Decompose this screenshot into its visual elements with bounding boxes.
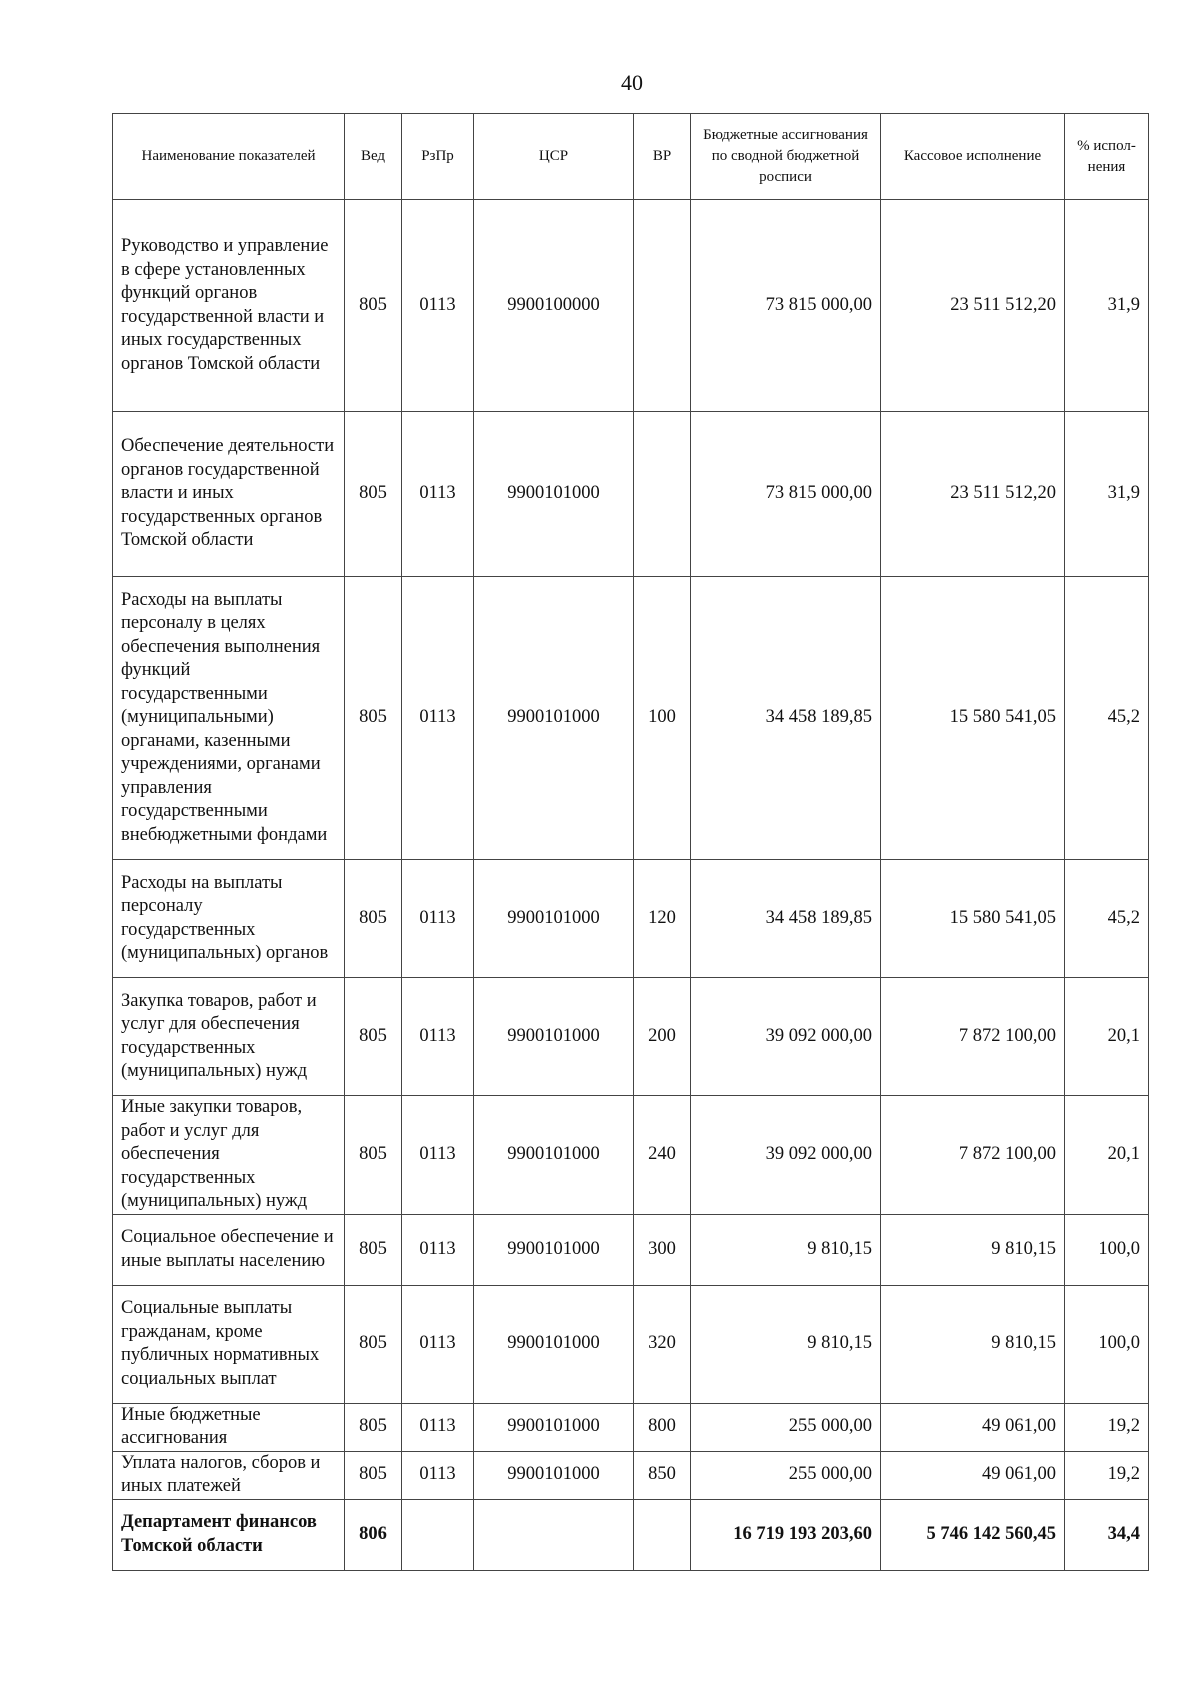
cell-csr: 9900101000 xyxy=(474,1096,634,1215)
cell-ved: 805 xyxy=(345,860,402,978)
cell-cash-execution: 23 511 512,20 xyxy=(881,412,1065,577)
table-row xyxy=(113,1285,1149,1403)
cell-csr xyxy=(474,1499,634,1570)
cell-assignments: 9 810,15 xyxy=(691,1214,881,1285)
cell-rzpr: 0113 xyxy=(402,860,474,978)
cell-vr: 800 xyxy=(634,1403,691,1451)
cell-name: Руководство и управление в сфере установленных функций органов государственной власти и иных государственных органов Томской области xyxy=(113,200,345,412)
cell-cash-execution: 15 580 541,05 xyxy=(881,577,1065,860)
cell-percent-execution: 31,9 xyxy=(1065,200,1149,412)
header-vr: ВР xyxy=(634,114,691,200)
cell-vr: 240 xyxy=(634,1096,691,1215)
cell-percent-execution: 100,0 xyxy=(1065,1285,1149,1403)
cell-csr: 9900101000 xyxy=(474,1214,634,1285)
table-row-department-total xyxy=(113,1499,1149,1570)
cell-percent-execution: 20,1 xyxy=(1065,1096,1149,1215)
cell-ved: 805 xyxy=(345,1096,402,1215)
cell-assignments: 16 719 193 203,60 xyxy=(691,1499,881,1570)
cell-ved: 805 xyxy=(345,1214,402,1285)
cell-csr: 9900101000 xyxy=(474,978,634,1096)
cell-ved: 805 xyxy=(345,412,402,577)
cell-csr: 9900101000 xyxy=(474,577,634,860)
cell-assignments: 9 810,15 xyxy=(691,1285,881,1403)
cell-vr: 200 xyxy=(634,978,691,1096)
cell-rzpr: 0113 xyxy=(402,577,474,860)
cell-rzpr: 0113 xyxy=(402,200,474,412)
header-cash-execution: Кассовое исполнение xyxy=(881,114,1065,200)
cell-percent-execution: 19,2 xyxy=(1065,1451,1149,1499)
table-row xyxy=(113,1403,1149,1451)
cell-ved: 805 xyxy=(345,200,402,412)
header-csr: ЦСР xyxy=(474,114,634,200)
cell-percent-execution: 45,2 xyxy=(1065,577,1149,860)
header-percent-execution: % испол-нения xyxy=(1065,114,1149,200)
cell-assignments: 73 815 000,00 xyxy=(691,200,881,412)
table-row xyxy=(113,978,1149,1096)
cell-vr: 850 xyxy=(634,1451,691,1499)
cell-percent-execution: 100,0 xyxy=(1065,1214,1149,1285)
header-ved: Вед xyxy=(345,114,402,200)
table-row xyxy=(113,1096,1149,1215)
header-name: Наименование показателей xyxy=(113,114,345,200)
cell-name: Расходы на выплаты персоналу государственных (муниципальных) органов xyxy=(113,860,345,978)
cell-name: Обеспечение деятельности органов государственной власти и иных государственных органов Томской области xyxy=(113,412,345,577)
cell-vr: 300 xyxy=(634,1214,691,1285)
cell-ved: 805 xyxy=(345,978,402,1096)
cell-percent-execution: 20,1 xyxy=(1065,978,1149,1096)
cell-rzpr: 0113 xyxy=(402,412,474,577)
cell-cash-execution: 5 746 142 560,45 xyxy=(881,1499,1065,1570)
table-header xyxy=(113,114,1149,200)
cell-assignments: 34 458 189,85 xyxy=(691,860,881,978)
cell-rzpr: 0113 xyxy=(402,1451,474,1499)
cell-assignments: 39 092 000,00 xyxy=(691,978,881,1096)
header-row xyxy=(113,114,1149,200)
cell-name: Расходы на выплаты персоналу в целях обеспечения выполнения функций государственными (муниципальными) органами, казенными учреждениями, органами управления государственными внебюджетными фондами xyxy=(113,577,345,860)
cell-assignments: 255 000,00 xyxy=(691,1451,881,1499)
cell-ved: 806 xyxy=(345,1499,402,1570)
cell-ved: 805 xyxy=(345,1285,402,1403)
cell-name: Иные бюджетные ассигнования xyxy=(113,1403,345,1451)
cell-ved: 805 xyxy=(345,1451,402,1499)
cell-vr xyxy=(634,1499,691,1570)
cell-assignments: 39 092 000,00 xyxy=(691,1096,881,1215)
cell-csr: 9900101000 xyxy=(474,860,634,978)
cell-csr: 9900101000 xyxy=(474,1285,634,1403)
cell-percent-execution: 19,2 xyxy=(1065,1403,1149,1451)
cell-cash-execution: 15 580 541,05 xyxy=(881,860,1065,978)
cell-assignments: 73 815 000,00 xyxy=(691,412,881,577)
cell-csr: 9900101000 xyxy=(474,1451,634,1499)
cell-cash-execution: 23 511 512,20 xyxy=(881,200,1065,412)
header-rzpr: РзПр xyxy=(402,114,474,200)
cell-cash-execution: 9 810,15 xyxy=(881,1214,1065,1285)
cell-vr xyxy=(634,200,691,412)
cell-percent-execution: 45,2 xyxy=(1065,860,1149,978)
cell-percent-execution: 31,9 xyxy=(1065,412,1149,577)
cell-ved: 805 xyxy=(345,577,402,860)
cell-rzpr: 0113 xyxy=(402,1214,474,1285)
cell-cash-execution: 9 810,15 xyxy=(881,1285,1065,1403)
cell-cash-execution: 49 061,00 xyxy=(881,1403,1065,1451)
table-body xyxy=(113,200,1149,1571)
cell-rzpr: 0113 xyxy=(402,978,474,1096)
page-number: 40 xyxy=(621,70,643,95)
header-assignments: Бюджетные ассигнования по сводной бюджетной росписи xyxy=(691,114,881,200)
cell-rzpr: 0113 xyxy=(402,1285,474,1403)
table-row xyxy=(113,577,1149,860)
cell-name: Социальные выплаты гражданам, кроме публичных нормативных социальных выплат xyxy=(113,1285,345,1403)
cell-rzpr xyxy=(402,1499,474,1570)
cell-name: Социальное обеспечение и иные выплаты населению xyxy=(113,1214,345,1285)
cell-cash-execution: 7 872 100,00 xyxy=(881,978,1065,1096)
cell-rzpr: 0113 xyxy=(402,1403,474,1451)
cell-vr: 320 xyxy=(634,1285,691,1403)
cell-cash-execution: 7 872 100,00 xyxy=(881,1096,1065,1215)
table-row xyxy=(113,200,1149,412)
table-row xyxy=(113,1214,1149,1285)
cell-csr: 9900101000 xyxy=(474,1403,634,1451)
table-row xyxy=(113,412,1149,577)
cell-percent-execution: 34,4 xyxy=(1065,1499,1149,1570)
cell-name: Департамент финансов Томской области xyxy=(113,1499,345,1570)
cell-vr: 100 xyxy=(634,577,691,860)
cell-csr: 9900101000 xyxy=(474,412,634,577)
cell-rzpr: 0113 xyxy=(402,1096,474,1215)
cell-cash-execution: 49 061,00 xyxy=(881,1451,1065,1499)
cell-vr xyxy=(634,412,691,577)
cell-vr: 120 xyxy=(634,860,691,978)
budget-table xyxy=(112,113,1149,1571)
table-row xyxy=(113,1451,1149,1499)
cell-name: Уплата налогов, сборов и иных платежей xyxy=(113,1451,345,1499)
cell-assignments: 255 000,00 xyxy=(691,1403,881,1451)
cell-ved: 805 xyxy=(345,1403,402,1451)
cell-csr: 9900100000 xyxy=(474,200,634,412)
cell-assignments: 34 458 189,85 xyxy=(691,577,881,860)
cell-name: Закупка товаров, работ и услуг для обеспечения государственных (муниципальных) нужд xyxy=(113,978,345,1096)
table-row xyxy=(113,860,1149,978)
cell-name: Иные закупки товаров, работ и услуг для обеспечения государственных (муниципальных) нужд xyxy=(113,1096,345,1215)
